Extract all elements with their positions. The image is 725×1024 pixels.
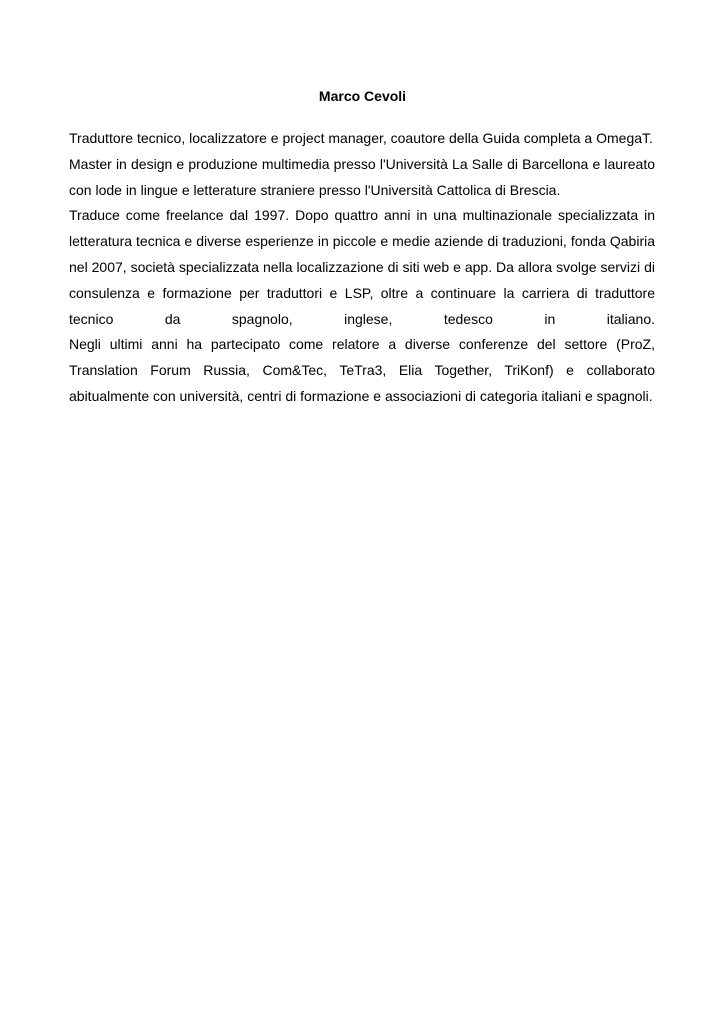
author-name-heading: Marco Cevoli xyxy=(318,88,407,104)
author-bio xyxy=(69,126,655,410)
bio-paragraph-career: Traduce come freelance dal 1997. Dopo quattro anni in una multinazionale specializzata in letteratura tecnica e diverse esperienze in piccole e medie aziende di traduzioni, fonda Qabiria nel 2007, società specializzata nella localizzazione di siti web e app. Da allora svolge servizi di consulenza e formazione per traduttori e LSP, oltre a continuare la carriera di traduttore tecnico da spagnolo, inglese, tedesco in italiano. xyxy=(69,207,655,327)
bio-paragraph-role: Traduttore tecnico, localizzatore e project manager, coautore della Guida completa a OmegaT. xyxy=(69,130,653,146)
bio-paragraph-education: Master in design e produzione multimedia presso l'Università La Salle di Barcellona e laureato con lode in lingue e letterature straniere presso l'Università Cattolica di Brescia. xyxy=(69,155,655,198)
bio-paragraph-conferences: Negli ultimi anni ha partecipato come relatore a diverse conferenze del settore (ProZ, Translation Forum Russia, Com&Tec, TeTra3, Elia Together, TriKonf) e collaborato abitualmente con università, centri di formazione e associazioni di categoria italiani e spagnoli. xyxy=(69,336,655,404)
